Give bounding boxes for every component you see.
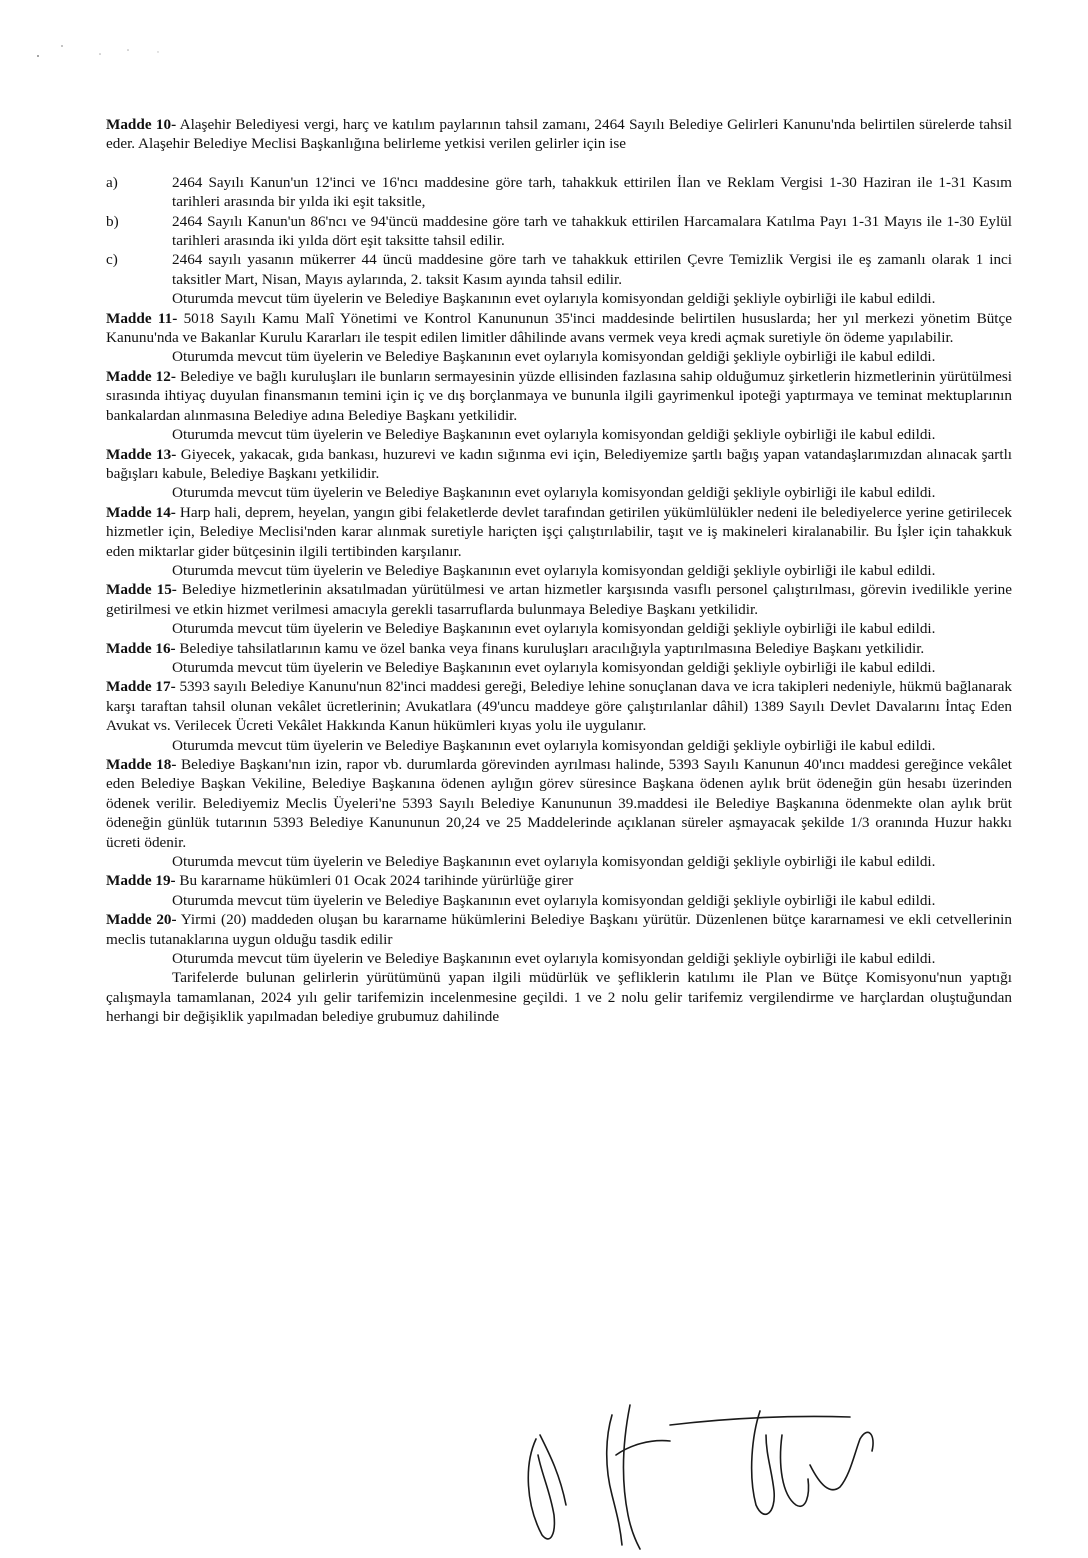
blank-line: [106, 154, 1012, 173]
madde-13: [106, 445, 1012, 484]
list-item-label: c): [106, 251, 118, 269]
closing-paragraph: Tarifelerde bulunan gelirlerin yürütümünü yapan ilgili müdürlük ve şefliklerin katılımı ile Plan ve Bütçe Komisyonu'nun yaptığı çalışmayla tamamlanan, 2024 yılı gelir tarifemizin incelenmesine geçildi. 1 ve 2 nolu gelir tarifemiz vergilendirme ve harçlardan oluştuğundan herhangi bir değişiklik yapılmadan belediye grubumuz dahilinde: [106, 969, 1012, 1026]
vote-result: Oturumda mevcut tüm üyelerin ve Belediye Başkanının evet oylarıyla komisyondan geldiği şekliyle oybirliği ile kabul edildi.: [172, 290, 936, 308]
madde-label: Madde 13-: [106, 445, 177, 463]
vote-result: Oturumda mevcut tüm üyelerin ve Belediye Başkanının evet oylarıyla komisyondan geldiği şekliyle oybirliği ile kabul edildi.: [172, 620, 936, 638]
madde-12: [106, 367, 1012, 425]
madde-20: [106, 910, 1012, 949]
vote-result: Oturumda mevcut tüm üyelerin ve Belediye Başkanının evet oylarıyla komisyondan geldiği şekliyle oybirliği ile kabul edildi.: [172, 484, 936, 502]
madde-19: [106, 871, 1012, 890]
madde-14: [106, 503, 1012, 561]
madde-text: Belediye tahsilatlarının kamu ve özel banka veya finans kuruluşları aracılığıyla yaptırılmasına Belediye Başkanı yetkilidir.: [175, 639, 925, 657]
list-item-a: [106, 173, 1012, 212]
handwritten-signatures: [520, 1395, 920, 1555]
madde-15: [106, 580, 1012, 619]
list-item-label: a): [106, 173, 118, 191]
madde-label: Madde 19-: [106, 872, 176, 890]
scan-specks: [30, 36, 180, 66]
madde-label: Madde 11-: [106, 309, 178, 327]
madde-text: Belediye Başkanı'nın izin, rapor vb. durumlarda görevinden ayrılması halinde, 5393 Sayılı Kanunun 40'ıncı maddesi gereğince vekâlet eden Belediye Başkan Vekiline, Belediye Başkanına ödenen aylığın görev süresince Başkana ödenen aylık brüt ödeneğin gün hesabı üzerinden ödenek verilir. Belediyemiz Meclis Üyeleri'ne 5393 Sayılı Belediye Kanununun 39.maddesi ile Belediye Başkanına ödenmekte olan aylık brüt ödeneğin günlük tutarının 5393 Belediye Kanununun 20,24 ve 25 Maddelerinde açıklanan süreler aşmayacak şekilde 1/3 oranında Huzur hakkı ücreti ödenir.: [106, 756, 1013, 851]
vote-result: Oturumda mevcut tüm üyelerin ve Belediye Başkanının evet oylarıyla komisyondan geldiği şekliyle oybirliği ile kabul edildi.: [172, 658, 936, 676]
vote-result: Oturumda mevcut tüm üyelerin ve Belediye Başkanının evet oylarıyla komisyondan geldiği şekliyle oybirliği ile kabul edildi.: [172, 853, 936, 871]
madde-label: Madde 15-: [106, 581, 177, 599]
madde-text: Harp hali, deprem, heyelan, yangın gibi felaketlerde devlet tarafından getirilen yükümlülükler nedeni ile belediyelerce yerine getirilecek hizmetler için, Belediye Meclisi'nden karar alınmak suretiyle hariçten işçi çalıştırılabilir, taşıt ve iş makineleri kiralanabilir. Bu İşler için tahakkuk eden miktarlar gider bütçesinin ilgili tertibinden karşılanır.: [106, 503, 1012, 560]
madde-text: Bu kararname hükümleri 01 Ocak 2024 tarihinde yürürlüğe girer: [175, 872, 574, 890]
madde-text: 5018 Sayılı Kamu Malî Yönetimi ve Kontrol Kanununun 35'inci maddesinde belirtilen hususlarda; her yıl merkezi yönetim Bütçe Kanunu'nda ve Bakanlar Kurulu Kararları ile tespit edilen limitler dâhilinde avans vermek veya kredi açmak suretiyle ön ödeme yapılabilir.: [106, 309, 1012, 347]
vote-result: Oturumda mevcut tüm üyelerin ve Belediye Başkanının evet oylarıyla komisyondan geldiği şekliyle oybirliği ile kabul edildi.: [172, 950, 936, 968]
madde-label: Madde 10-: [106, 116, 177, 133]
madde-11: [106, 309, 1012, 348]
madde-label: Madde 16-: [106, 639, 176, 657]
madde-label: Madde 14-: [106, 503, 176, 521]
document-page: [106, 115, 1012, 1027]
madde-text: Belediye ve bağlı kuruluşları ile bunların sermayesinin yüzde ellisinden fazlasına sahip olduğumuz şirketlerin hizmetlerinin yürütülmesi sırasında ihtiyaç duyulan finansmanın temini için iç ve dış borçlanmaya ve bununla ilgili gayrimenkul ipoteği yaptırmaya ve teminat mektuplarının bankalardan alınmasına Belediye adına Belediye Başkanı yetkilidir.: [106, 367, 1012, 424]
vote-result: Oturumda mevcut tüm üyelerin ve Belediye Başkanının evet oylarıyla komisyondan geldiği şekliyle oybirliği ile kabul edildi.: [172, 561, 936, 579]
madde-16: [106, 639, 1012, 658]
madde-text: Giyecek, yakacak, gıda bankası, huzurevi ve kadın sığınma evi için, Belediyemize şartlı bağış yapan vatandaşlarımızdan alınacak şartlı bağışları kabule, Belediye Başkanı yetkilidir.: [106, 445, 1013, 482]
list-item-text: 2464 sayılı yasanın mükerrer 44 üncü maddesine göre tarh ve tahakkuk ettirilen Çevre Temizlik Vergisi ile eş zamanlı olarak 1 inci taksitler Mart, Nisan, Mayıs aylarında, 2. taksit Kasım ayında tahsil edilir.: [172, 251, 1012, 288]
madde-label: Madde 20-: [106, 911, 177, 929]
list-item-c: [106, 250, 1012, 289]
list-item-text: 2464 Sayılı Kanun'un 86'ncı ve 94'üncü maddesine göre tarh ve tahakkuk ettirilen Harcamalara Katılma Payı 1-31 Mayıs ile 1-30 Eylül tarihleri arasında iki yılda dört eşit taksitte tahsil edilir.: [172, 212, 1012, 250]
list-item-text: 2464 Sayılı Kanun'un 12'inci ve 16'ncı maddesine göre tarh, tahakkuk ettirilen İlan ve Reklam Vergisi 1-30 Haziran ile 1-31 Kasım tarihleri arasında bir yılda iki eşit taksitle,: [172, 173, 1012, 211]
madde-label: Madde 17-: [106, 678, 176, 696]
list-item-b: [106, 212, 1012, 251]
vote-result: Oturumda mevcut tüm üyelerin ve Belediye Başkanının evet oylarıyla komisyondan geldiği şekliyle oybirliği ile kabul edildi.: [172, 891, 936, 909]
madde-text: Yirmi (20) maddeden oluşan bu kararname hükümlerini Belediye Başkanı yürütür. Düzenlenen bütçe kararnamesi ve ekli cetvellerinin meclis tutanaklarına uygun olduğu tasdik edilir: [106, 911, 1012, 948]
madde-18: [106, 755, 1012, 852]
vote-result: Oturumda mevcut tüm üyelerin ve Belediye Başkanının evet oylarıyla komisyondan geldiği şekliyle oybirliği ile kabul edildi.: [172, 426, 936, 444]
madde-17: [106, 677, 1012, 735]
madde-text: Belediye hizmetlerinin aksatılmadan yürütülmesi ve artan hizmetler karşısında vasıflı personel çalıştırılması, görevin ivedilikle yerine getirilmesi ve etkin hizmet verilmesi amacıyla gerekli tasarruflarda bulunmaya Belediye Başkanı yetkilidir.: [106, 581, 1012, 618]
madde-10: [106, 115, 1012, 154]
madde-label: Madde 12-: [106, 367, 176, 385]
madde-text: Alaşehir Belediyesi vergi, harç ve katılım paylarının tahsil zamanı, 2464 Sayılı Belediye Gelirleri Kanunu'nda belirtilen sürelerde tahsil eder. Alaşehir Belediye Meclisi Başkanlığına belirleme yetkisi verilen gelirler için ise: [106, 116, 1013, 153]
list-item-label: b): [106, 212, 119, 230]
madde-text: 5393 sayılı Belediye Kanunu'nun 82'inci maddesi gereği, Belediye lehine sonuçlanan dava ve icra takipleri nedeniyle, hükmü bağlanarak karşı taraftan tahsil olunan vekâlet ücretlerinin; Avukatlara (49'uncu maddeye göre çalıştırılanlar dâhil) 1389 Sayılı Devlet Davalarını İntaç Eden Avukat vs. Verilecek Ücreti Vekâlet Hakkında Kanun hükümleri kıyas yolu ile uygulanır.: [106, 678, 1012, 735]
vote-result: Oturumda mevcut tüm üyelerin ve Belediye Başkanının evet oylarıyla komisyondan geldiği şekliyle oybirliği ile kabul edildi.: [172, 736, 936, 754]
madde-label: Madde 18-: [106, 756, 177, 773]
vote-result: Oturumda mevcut tüm üyelerin ve Belediye Başkanının evet oylarıyla komisyondan geldiği şekliyle oybirliği ile kabul edildi.: [172, 348, 936, 366]
